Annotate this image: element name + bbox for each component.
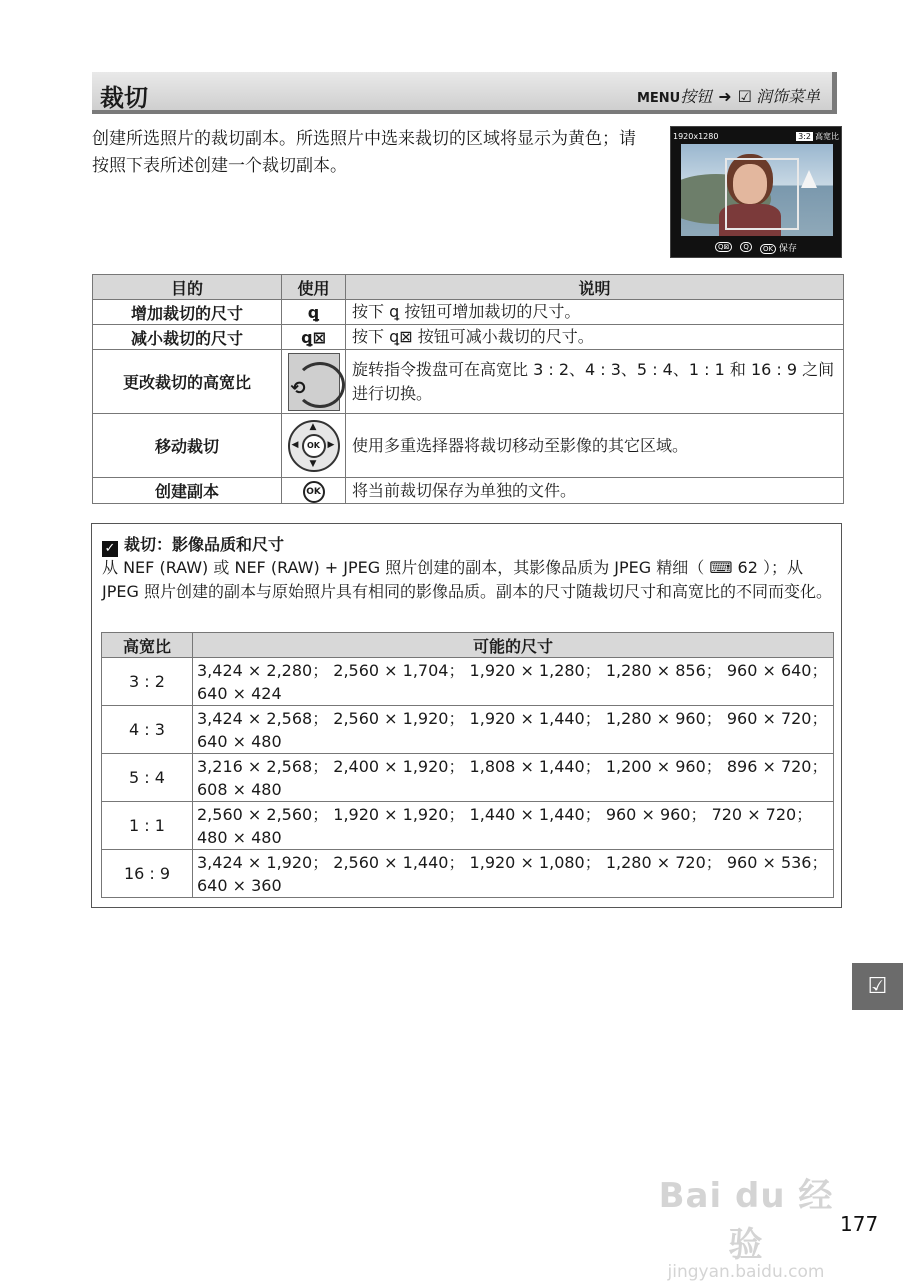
arrow-right-icon: ➜ xyxy=(718,87,732,106)
table-row xyxy=(102,706,834,754)
preview-ratio-group xyxy=(796,131,839,142)
row-purpose: 增加裁切的尺寸 xyxy=(93,300,282,325)
zoom-in-button-icon: Q xyxy=(740,242,752,252)
row-description: 使用多重选择器将裁切移动至影像的其它区域。 xyxy=(346,414,844,478)
zoom-out-button-icon: Q⊠ xyxy=(715,242,732,252)
intro-paragraph: 创建所选照片的裁切副本。所选照片中选来裁切的区域将显示为黄色；请按照下表所述创建一个裁切副本。 xyxy=(92,129,636,176)
row-description: 旋转指令拨盘可在高宽比 3 : 2、4 : 3、5 : 4、1 : 1 和 16 : 9 之间进行切换。 xyxy=(346,350,844,414)
ok-center-button: OK xyxy=(302,434,326,458)
zoom-out-symbol: ꝗ⊠ xyxy=(301,327,326,347)
page-number: 177 xyxy=(840,1212,879,1236)
arrow-right-icon: ▶ xyxy=(327,439,335,450)
sizes-cell: 2,560 × 2,560； 1,920 × 1,920； 1,440 × 1,440； 960 × 960； 720 × 720； 480 × 480 xyxy=(193,802,834,850)
section-title-bar xyxy=(92,72,837,114)
table-row xyxy=(102,850,834,898)
arrow-up-icon: ▲ xyxy=(309,421,317,432)
zoom-out-icon xyxy=(282,325,346,350)
note-text: 从 NEF (RAW) 或 NEF (RAW) + JPEG 照片创建的副本，其影像品质为 JPEG 精细（ ⌨ 62 ）；从 JPEG 照片创建的副本与原始照片具有相同的影像品质。副本的尺寸随裁切尺寸和高宽比的不同而变化。 xyxy=(102,558,832,601)
table-row xyxy=(93,300,844,325)
zoom-in-symbol: ꝗ xyxy=(307,302,320,322)
table-row xyxy=(93,478,844,504)
menu-name: 润饰菜单 xyxy=(755,87,820,106)
preview-resolution: 1920x1280 xyxy=(673,131,719,141)
preview-save-group xyxy=(760,241,797,254)
table-row xyxy=(102,802,834,850)
preview-photo xyxy=(681,144,833,236)
command-dial-icon xyxy=(288,353,340,411)
preview-ratio: 3:2 xyxy=(798,131,811,141)
sizes-cell: 3,216 × 2,568； 2,400 × 1,920； 1,808 × 1,440； 1,200 × 960； 896 × 720； 608 × 480 xyxy=(193,754,834,802)
row-purpose: 创建副本 xyxy=(93,478,282,504)
preview-topbar xyxy=(673,129,839,143)
multi-selector-cell xyxy=(282,414,346,478)
operations-header-row xyxy=(93,275,844,300)
header-ratio: 高宽比 xyxy=(102,633,193,658)
sizes-table xyxy=(101,632,834,898)
ok-button-cell xyxy=(282,478,346,504)
multi-selector-icon xyxy=(288,420,340,472)
row-purpose: 移动裁切 xyxy=(93,414,282,478)
header-use: 使用 xyxy=(282,275,346,300)
baidu-watermark xyxy=(646,1168,846,1282)
ok-button-icon: OK xyxy=(303,481,325,503)
table-row xyxy=(93,325,844,350)
note-box xyxy=(91,523,842,908)
camera-preview-screen xyxy=(670,126,842,258)
photo-sailboat xyxy=(801,170,817,188)
preview-aspect-label: 高宽比 xyxy=(815,131,839,141)
checkmark-icon: ✓ xyxy=(102,541,118,557)
ratio-cell: 1 : 1 xyxy=(102,802,193,850)
menu-word: MENU xyxy=(636,91,681,106)
sizes-cell: 3,424 × 2,280； 2,560 × 1,704； 1,920 × 1,280； 1,280 × 856； 960 × 640； 640 × 424 xyxy=(193,658,834,706)
watermark-logo-text: Bai du 经验 xyxy=(658,1176,834,1265)
preview-save-label: 保存 xyxy=(778,243,797,254)
dial-arrow-icon: ⟲ xyxy=(290,377,306,399)
ratio-cell: 5 : 4 xyxy=(102,754,193,802)
row-description: 按下 ꝗ⊠ 按钮可减小裁切的尺寸。 xyxy=(346,325,844,350)
sizes-cell: 3,424 × 1,920； 2,560 × 1,440； 1,920 × 1,080； 1,280 × 720； 960 × 536； 640 × 360 xyxy=(193,850,834,898)
sizes-header-row xyxy=(102,633,834,658)
ok-button-icon: OK xyxy=(760,244,776,254)
menu-path xyxy=(637,84,820,107)
page-title: 裁切 xyxy=(100,84,148,112)
sizes-cell: 3,424 × 2,568； 2,560 × 1,920； 1,920 × 1,440； 1,280 × 960； 960 × 720； 640 × 480 xyxy=(193,706,834,754)
preview-bottombar xyxy=(673,239,839,255)
crop-frame xyxy=(725,158,799,230)
table-row xyxy=(93,414,844,478)
header-purpose: 目的 xyxy=(93,275,282,300)
header-description: 说明 xyxy=(346,275,844,300)
table-row xyxy=(93,350,844,414)
watermark-url: jingyan.baidu.com xyxy=(667,1262,825,1282)
arrow-left-icon: ◀ xyxy=(291,439,299,450)
note-title xyxy=(102,532,284,557)
retouch-menu-icon: ☑ xyxy=(737,87,752,106)
table-row xyxy=(102,658,834,706)
row-purpose: 更改裁切的高宽比 xyxy=(93,350,282,414)
zoom-in-icon xyxy=(282,300,346,325)
retouch-tab-icon[interactable]: ☑ xyxy=(852,963,903,1010)
ratio-cell: 4 : 3 xyxy=(102,706,193,754)
header-sizes: 可能的尺寸 xyxy=(193,633,834,658)
menu-button-text: 按钮 xyxy=(680,87,713,106)
ratio-cell: 3 : 2 xyxy=(102,658,193,706)
note-title-text: 裁切：影像品质和尺寸 xyxy=(124,535,285,554)
command-dial-cell xyxy=(282,350,346,414)
arrow-down-icon: ▼ xyxy=(309,458,317,469)
table-row xyxy=(102,754,834,802)
row-purpose: 减小裁切的尺寸 xyxy=(93,325,282,350)
row-description: 将当前裁切保存为单独的文件。 xyxy=(346,478,844,504)
operations-table xyxy=(92,274,844,504)
row-description: 按下 ꝗ 按钮可增加裁切的尺寸。 xyxy=(346,300,844,325)
ratio-cell: 16 : 9 xyxy=(102,850,193,898)
